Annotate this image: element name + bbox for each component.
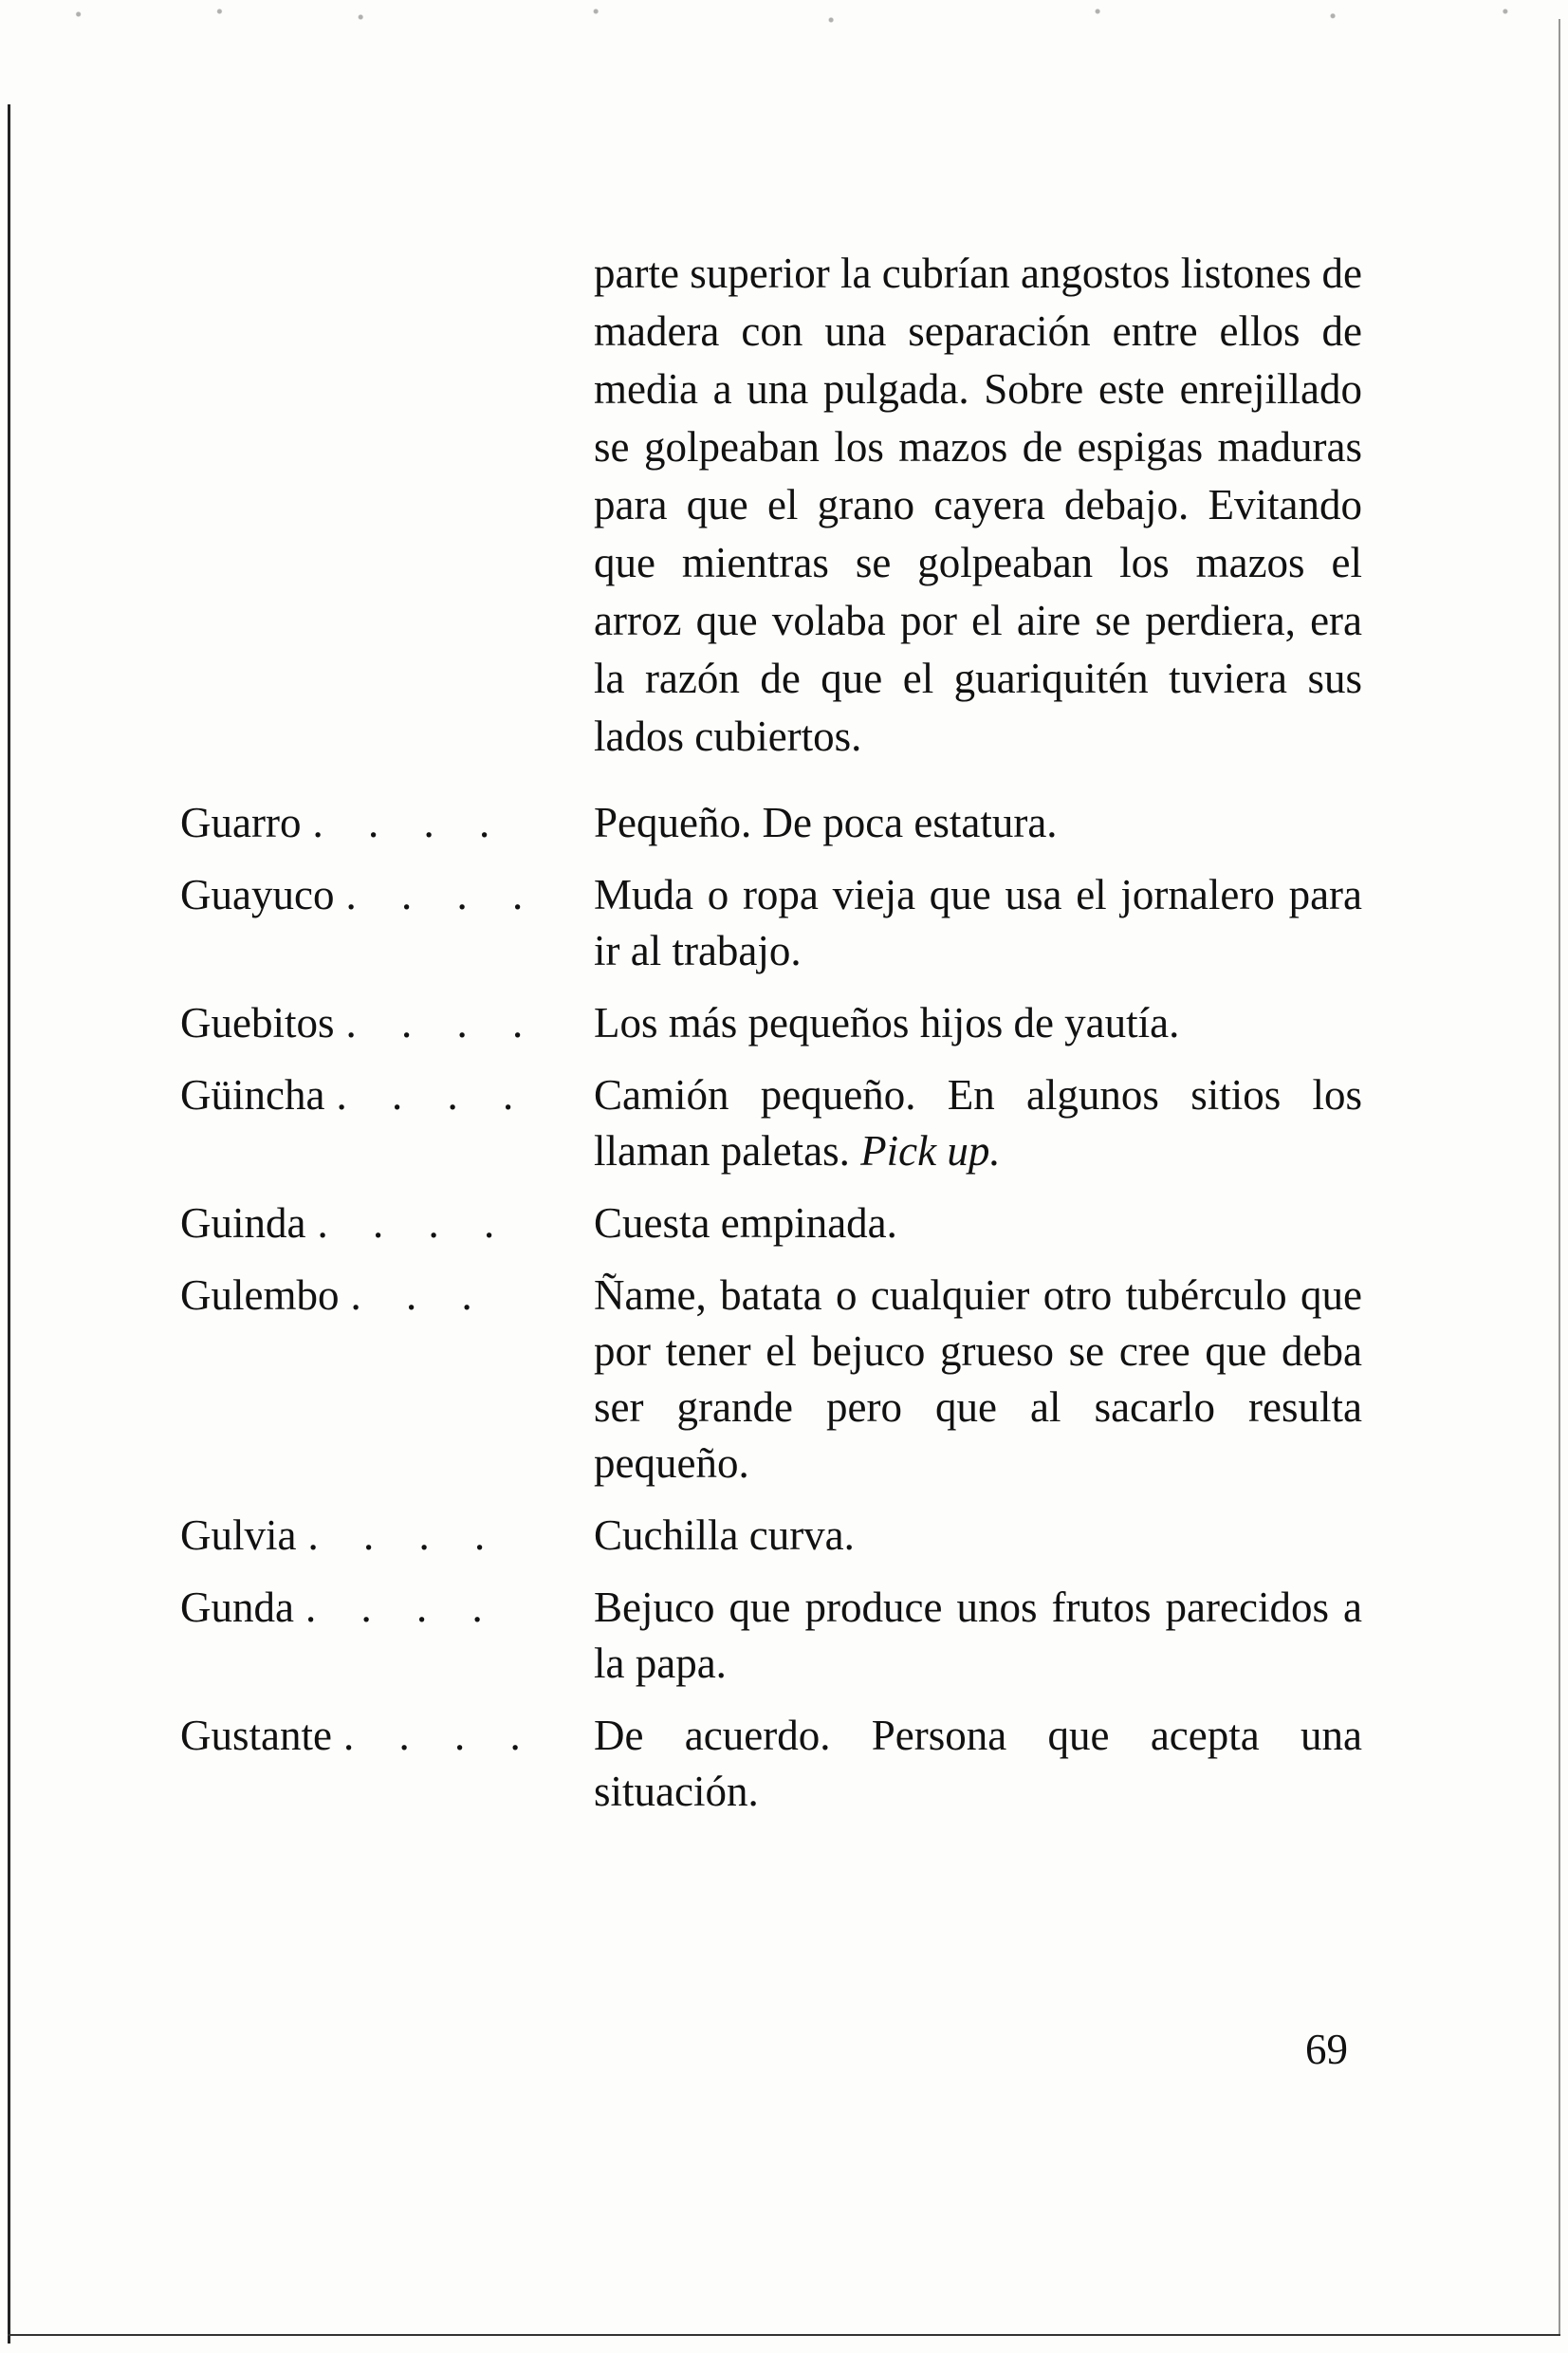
glossary-entry-guayuco [180,867,1362,979]
glossary-entry-gustante [180,1708,1362,1820]
entry-term: Gustante [180,1712,332,1759]
right-scan-border [1559,19,1560,2334]
entry-term: Gulvia [180,1511,297,1559]
term-column [180,795,594,851]
entry-leader-dots: . . . . [312,799,507,846]
entry-leader-dots: . . . . [307,1511,503,1559]
glossary-entry-guebitos [180,995,1362,1051]
term-column [180,1268,594,1324]
entry-leader-dots: . . . . [345,999,541,1047]
page-number: 69 [1305,2026,1348,2073]
scan-noise [0,0,1568,57]
term-column [180,1508,594,1564]
entry-leader-dots: . . . . [342,1712,538,1759]
entry-leader-dots: . . . . [317,1199,512,1247]
glossary-entry-gulembo [180,1268,1362,1491]
term-column [180,867,594,923]
entry-definition: Cuchilla curva. [594,1511,855,1559]
term-column [180,1195,594,1251]
term-column [180,1067,594,1123]
glossary-entry-guincha [180,1067,1362,1179]
entry-leader-dots: . . . . [304,1584,500,1631]
glossary-entries [180,795,1362,1836]
glossary-entry-gunda [180,1580,1362,1692]
entry-definition: Muda o ropa vieja que usa el jornalero para ir al trabajo. [594,871,1362,974]
glossary-entry-guinda [180,1195,1362,1251]
intro-paragraph: parte superior la cubrían angostos listones de madera con una separación entre ellos de media a una pulgada. Sobre este enrejillado se golpeaban los mazos de espigas maduras para que el grano cayera debajo. Evitando que mientras se golpeaban los mazos el arroz que volaba por el aire se perdiera, era la razón de que el guariquitén tuviera sus lados cubiertos. [594,250,1362,760]
entry-definition-italic: Pick up. [860,1127,1001,1175]
glossary-entry-gulvia [180,1508,1362,1564]
entry-leader-dots: . . . . [345,871,541,918]
left-scan-border [8,104,10,2344]
entry-definition: Ñame, batata o cualquier otro tubérculo que por tener el bejuco grueso se cree que deba ser grande pero que al sacarlo resulta pequeño. [594,1271,1362,1487]
entry-term: Guinda [180,1199,306,1247]
entry-definition: Bejuco que produce unos frutos parecidos a la papa. [594,1584,1362,1687]
entry-leader-dots: . . . . [336,1071,531,1119]
entry-definition: Cuesta empinada. [594,1199,897,1247]
entry-term: Güincha [180,1071,325,1119]
entry-term: Gulembo [180,1271,340,1319]
entry-definition: De acuerdo. Persona que acepta una situación. [594,1712,1362,1815]
entry-term: Guayuco [180,871,335,918]
entry-leader-dots: . . . [350,1271,489,1319]
glossary-entry-guarro [180,795,1362,851]
entry-definition: Pequeño. De poca estatura. [594,799,1058,846]
entry-term: Gunda [180,1584,294,1631]
bottom-scan-border [8,2334,1560,2336]
entry-definition: Los más pequeños hijos de yautía. [594,999,1180,1047]
term-column [180,995,594,1051]
entry-term: Guarro [180,799,302,846]
term-column [180,1708,594,1764]
entry-definition-main: Camión pequeño. En algunos sitios los llaman paletas. [594,1071,1362,1175]
entry-definition [594,1067,1362,1179]
term-column [180,1580,594,1636]
entry-term: Guebitos [180,999,335,1047]
